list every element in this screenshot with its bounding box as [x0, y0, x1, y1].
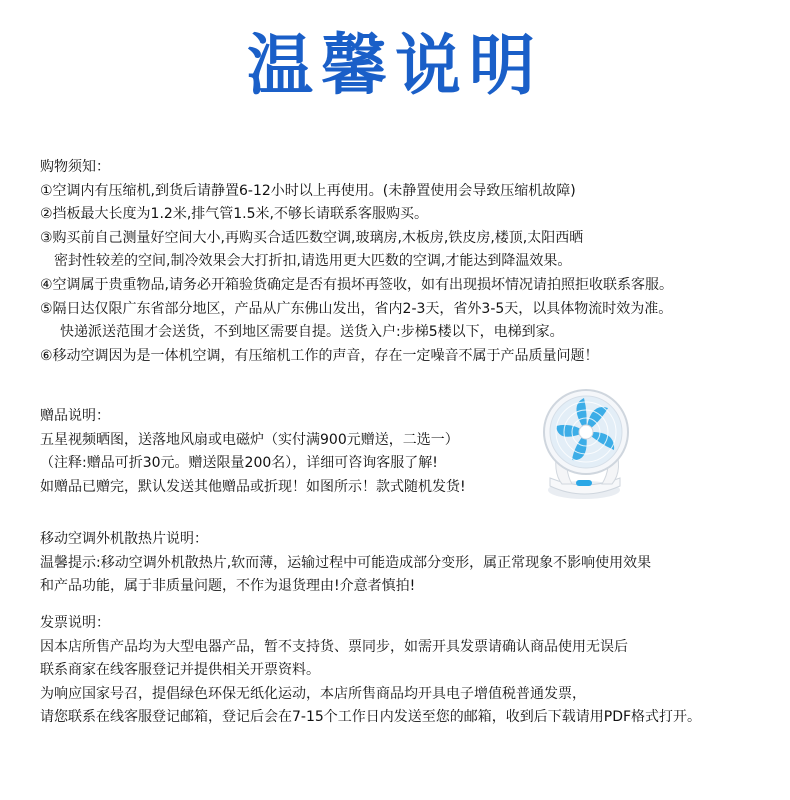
invoice-notice-item: 请您联系在线客服登记邮箱，登记后会在7-15个工作日内发送至您的邮箱，收到后下载请用PDF格式打开。: [40, 709, 702, 726]
desk-fan-icon: [528, 386, 646, 506]
shopping-notice-item: ④空调属于贵重物品,请务必开箱验货确定是否有损坏再签收，如有出现损坏情况请拍照拒收联系客服。: [40, 276, 673, 293]
gift-notice-heading: 赠品说明：: [40, 408, 110, 424]
shopping-notice-item: ②挡板最大长度为1.2米,排气管1.5米,不够长请联系客服购买。: [40, 206, 428, 223]
shopping-notice-item: ①空调内有压缩机,到货后请静置6-12小时以上再使用。(未静置使用会导致压缩机故障): [40, 182, 576, 199]
shopping-notice-item: ⑥移动空调因为是一体机空调，有压缩机工作的声音，存在一定噪音不属于产品质量问题！: [40, 347, 599, 364]
shopping-notice-item: 密封性较差的空间,制冷效果会大打折扣,请选用更大匹数的空调,才能达到降温效果。: [54, 253, 572, 270]
radiator-notice-item: 和产品功能，属于非质量问题，不作为退货理由!介意者慎拍!: [40, 578, 416, 595]
invoice-notice-section: [40, 612, 701, 730]
invoice-notice-item: 因本店所售产品均为大型电器产品，暂不支持货、票同步，如需开具发票请确认商品使用无误后: [40, 638, 628, 655]
invoice-notice-heading: 发票说明：: [40, 615, 110, 631]
radiator-notice-heading: 移动空调外机散热片说明：: [40, 531, 208, 547]
shopping-notice-item: ⑤隔日达仅限广东省部分地区，产品从广东佛山发出，省内2-3天，省外3-5天，以具体物流时效为准。: [40, 300, 673, 317]
page-title: 温馨说明: [247, 27, 543, 104]
radiator-notice-section: [40, 528, 651, 599]
shopping-notice-item: ③购买前自己测量好空间大小,再购买合适匹数空调,玻璃房,木板房,铁皮房,楼顶,太阳西晒: [40, 229, 584, 246]
gift-notice-item: 五星视频晒图，送落地风扇或电磁炉（实付满900元赠送，二选一）: [40, 431, 459, 448]
shopping-notice-item: 快递派送范围才会送货，不到地区需要自提。送货入户:步梯5楼以下，电梯到家。: [60, 324, 564, 341]
invoice-notice-item: 为响应国家号召，提倡绿色环保无纸化运动，本店所售商品均开具电子增值税普通发票，: [40, 685, 586, 702]
gift-notice-item: 如赠品已赠完，默认发送其他赠品或折现！如图所示！款式随机发货!: [40, 478, 466, 495]
shopping-notice-heading: 购物须知：: [40, 159, 110, 175]
radiator-notice-item: 温馨提示:移动空调外机散热片,软而薄，运输过程中可能造成部分变形，属正常现象不影响使用效果: [40, 554, 652, 571]
gift-notice-item: （注释:赠品可折30元。赠送限量200名），详细可咨询客服了解!: [40, 455, 438, 472]
gift-notice-section: [40, 405, 466, 499]
invoice-notice-item: 联系商家在线客服登记并提供相关开票资料。: [40, 662, 320, 679]
shopping-notice-section: [40, 156, 673, 368]
